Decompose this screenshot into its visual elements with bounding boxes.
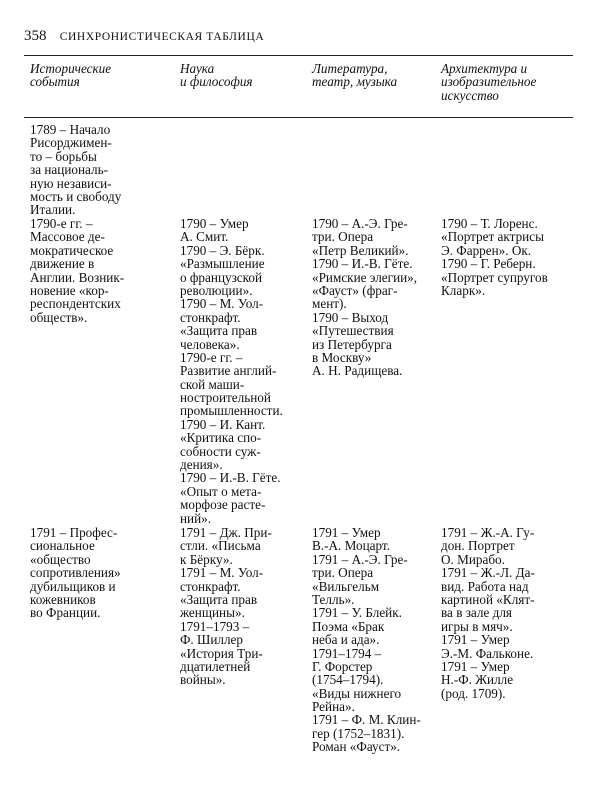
- header-rule-top: [24, 55, 573, 56]
- cell-text-line: Поэма «Брак: [312, 618, 385, 634]
- cell-text-line: «Виды нижнего: [312, 685, 402, 701]
- column-header-historical-events: [30, 62, 111, 89]
- cell-text-line: стонкрафт.: [180, 309, 241, 325]
- cell-text-line: Рейна».: [312, 699, 355, 715]
- row-1791-literature-theatre-music: [312, 526, 421, 754]
- cell-text-line: (род. 1709).: [441, 685, 506, 701]
- column-header-literature-theatre-music: [312, 62, 397, 89]
- cell-text-line: «Римские элегии»,: [312, 269, 418, 285]
- column-header-line: Литература,: [312, 61, 388, 76]
- cell-text-line: 1790 – М. Уол-: [180, 296, 264, 312]
- cell-text-line: Э.-М. Фальконе.: [441, 645, 534, 661]
- cell-text-line: 1790-е гг. –: [180, 349, 243, 365]
- cell-text-line: 1791 – Умер: [441, 632, 510, 648]
- cell-text-line: 1789 – Начало: [30, 122, 111, 137]
- cell-text-line: 1790 – Умер: [180, 216, 249, 231]
- cell-text-line: войны».: [180, 672, 226, 688]
- cell-text-line: картиной «Клят-: [441, 591, 535, 607]
- cell-text-line: «Петр Великий».: [312, 242, 409, 258]
- cell-text-line: Рисорджимен-: [30, 135, 112, 151]
- header-rule-bottom: [24, 117, 573, 118]
- cell-text-line: «История Три-: [180, 645, 263, 661]
- cell-text-line: 1791–1794 –: [312, 645, 382, 661]
- cell-text-line: «Защита прав: [180, 323, 258, 339]
- cell-text-line: морфозе расте-: [180, 497, 266, 513]
- cell-text-line: респондентских: [30, 296, 121, 312]
- cell-text-line: стонкрафт.: [180, 578, 241, 594]
- cell-text-line: 1790 – И.-В. Гёте.: [312, 256, 413, 272]
- row-1790-architecture-fine-arts: [441, 217, 548, 297]
- cell-text-line: три. Опера: [312, 565, 374, 581]
- row-1790-science-philosophy: [180, 217, 283, 525]
- cell-text-line: три. Опера: [312, 229, 374, 245]
- cell-text-line: дон. Портрет: [441, 538, 515, 554]
- cell-text-line: ний».: [180, 510, 212, 526]
- cell-text-line: мократическое: [30, 242, 114, 258]
- cell-text-line: «Опыт о мета-: [180, 483, 262, 499]
- cell-text-line: 1791–1793 –: [180, 618, 250, 634]
- cell-text-line: 1790 – И. Кант.: [180, 416, 266, 432]
- cell-text-line: мент).: [312, 296, 347, 312]
- cell-text-line: за националь-: [30, 162, 108, 178]
- cell-text-line: «Портрет актрисы: [441, 229, 544, 245]
- page-number: 358: [24, 28, 47, 44]
- cell-text-line: О. Мирабо.: [441, 551, 505, 567]
- cell-text-line: стли. «Письма: [180, 538, 261, 554]
- row-1790-literature-theatre-music: [312, 217, 417, 378]
- cell-text-line: «Вильгельм: [312, 578, 380, 594]
- cell-text-line: «Критика спо-: [180, 430, 262, 446]
- cell-text-line: мость и свободу: [30, 188, 122, 204]
- column-header-science-philosophy: [180, 62, 253, 89]
- cell-text-line: ную независи-: [30, 175, 112, 191]
- column-header-line: и философия: [180, 74, 253, 90]
- cell-text-line: новение «кор-: [30, 282, 109, 298]
- column-header-architecture-fine-arts: [441, 62, 536, 102]
- cell-text-line: в Москву»: [312, 349, 372, 365]
- cell-text-line: сопротивления»: [30, 565, 121, 581]
- cell-text-line: то – борьбы: [30, 148, 97, 164]
- cell-text-line: «Путешествия: [312, 323, 394, 339]
- column-header-line: искусство: [441, 87, 499, 103]
- cell-text-line: ностроительной: [180, 390, 271, 406]
- cell-text-line: «Фауст» (фраг-: [312, 282, 398, 298]
- column-header-line: Наука: [180, 61, 215, 76]
- row-1791-science-philosophy: [180, 526, 272, 687]
- column-header-line: Архитектура и: [441, 61, 528, 76]
- cell-text-line: дубильщиков и: [30, 578, 116, 594]
- cell-text-line: движение в: [30, 256, 95, 272]
- cell-text-line: 1791 – Ж.-Л. Да-: [441, 565, 535, 581]
- column-header-line: изобразительное: [441, 74, 537, 90]
- page-header: [24, 28, 264, 45]
- cell-text-line: собности суж-: [180, 443, 261, 459]
- cell-text-line: Массовое де-: [30, 229, 105, 245]
- cell-text-line: 1791 – Умер: [312, 525, 381, 540]
- cell-text-line: «Защита прав: [180, 591, 258, 607]
- cell-text-line: игры в мяч».: [441, 618, 513, 634]
- cell-text-line: Г. Форстер: [312, 658, 373, 674]
- row-1789-historical-events: [30, 123, 121, 217]
- cell-text-line: Италии.: [30, 202, 76, 218]
- cell-text-line: 1790 – Т. Лоренс.: [441, 216, 538, 231]
- running-title: СИНХРОНИСТИЧЕСКАЯ ТАБЛИЦА: [59, 31, 265, 43]
- cell-text-line: человека».: [180, 336, 240, 352]
- cell-text-line: 1790 – Г. Реберн.: [441, 256, 536, 272]
- cell-text-line: женщины».: [180, 605, 245, 621]
- cell-text-line: вид. Работа над: [441, 578, 529, 594]
- cell-text-line: ской маши-: [180, 376, 245, 392]
- cell-text-line: из Петербурга: [312, 336, 392, 352]
- cell-text-line: о французской: [180, 269, 263, 285]
- cell-text-line: дцатилетней: [180, 658, 251, 674]
- cell-text-line: обществ».: [30, 309, 88, 325]
- cell-text-line: 1791 – Умер: [441, 658, 510, 674]
- cell-text-line: Н.-Ф. Жилле: [441, 672, 514, 688]
- cell-text-line: Э. Фаррен». Ок.: [441, 242, 532, 258]
- cell-text-line: Телль».: [312, 591, 355, 607]
- cell-text-line: кожевников: [30, 591, 96, 607]
- cell-text-line: 1791 – Ж.-А. Гу-: [441, 525, 535, 540]
- cell-text-line: Ф. Шиллер: [180, 632, 243, 648]
- row-1791-architecture-fine-arts: [441, 526, 535, 700]
- cell-text-line: 1791 – У. Блейк.: [312, 605, 402, 621]
- cell-text-line: ва в зале для: [441, 605, 512, 621]
- row-1790-historical-events: [30, 217, 124, 324]
- cell-text-line: 1791 – М. Уол-: [180, 565, 264, 581]
- cell-text-line: 1790 – Выход: [312, 309, 389, 325]
- cell-text-line: сиональное: [30, 538, 95, 554]
- cell-text-line: Англии. Возник-: [30, 269, 125, 285]
- cell-text-line: А. Смит.: [180, 229, 229, 245]
- cell-text-line: Роман «Фауст».: [312, 739, 401, 755]
- cell-text-line: дения».: [180, 457, 223, 473]
- cell-text-line: 1790-е гг. –: [30, 216, 93, 231]
- column-header-line: события: [30, 74, 80, 90]
- cell-text-line: Кларк».: [441, 282, 486, 298]
- column-header-line: театр, музыка: [312, 74, 398, 90]
- cell-text-line: революции».: [180, 282, 253, 298]
- cell-text-line: 1790 – Э. Бёрк.: [180, 242, 265, 258]
- row-1791-historical-events: [30, 526, 121, 620]
- cell-text-line: В.-А. Моцарт.: [312, 538, 390, 554]
- cell-text-line: 1790 – А.-Э. Гре-: [312, 216, 408, 231]
- cell-text-line: 1791 – Ф. М. Клин-: [312, 712, 421, 728]
- column-header-line: Исторические: [30, 61, 112, 76]
- cell-text-line: промышленности.: [180, 403, 283, 419]
- cell-text-line: (1754–1794).: [312, 672, 384, 688]
- cell-text-line: 1791 – А.-Э. Гре-: [312, 551, 408, 567]
- cell-text-line: 1790 – И.-В. Гёте.: [180, 470, 281, 486]
- cell-text-line: 1791 – Профес-: [30, 525, 118, 540]
- cell-text-line: во Франции.: [30, 605, 101, 621]
- cell-text-line: 1791 – Дж. При-: [180, 525, 272, 540]
- cell-text-line: А. Н. Радищева.: [312, 363, 403, 379]
- cell-text-line: «общество: [30, 551, 91, 567]
- cell-text-line: неба и ада».: [312, 632, 380, 648]
- cell-text-line: гер (1752–1831).: [312, 725, 405, 741]
- cell-text-line: к Бёрку».: [180, 551, 233, 567]
- cell-text-line: Развитие англий-: [180, 363, 277, 379]
- cell-text-line: «Размышление: [180, 256, 265, 272]
- cell-text-line: «Портрет супругов: [441, 269, 548, 285]
